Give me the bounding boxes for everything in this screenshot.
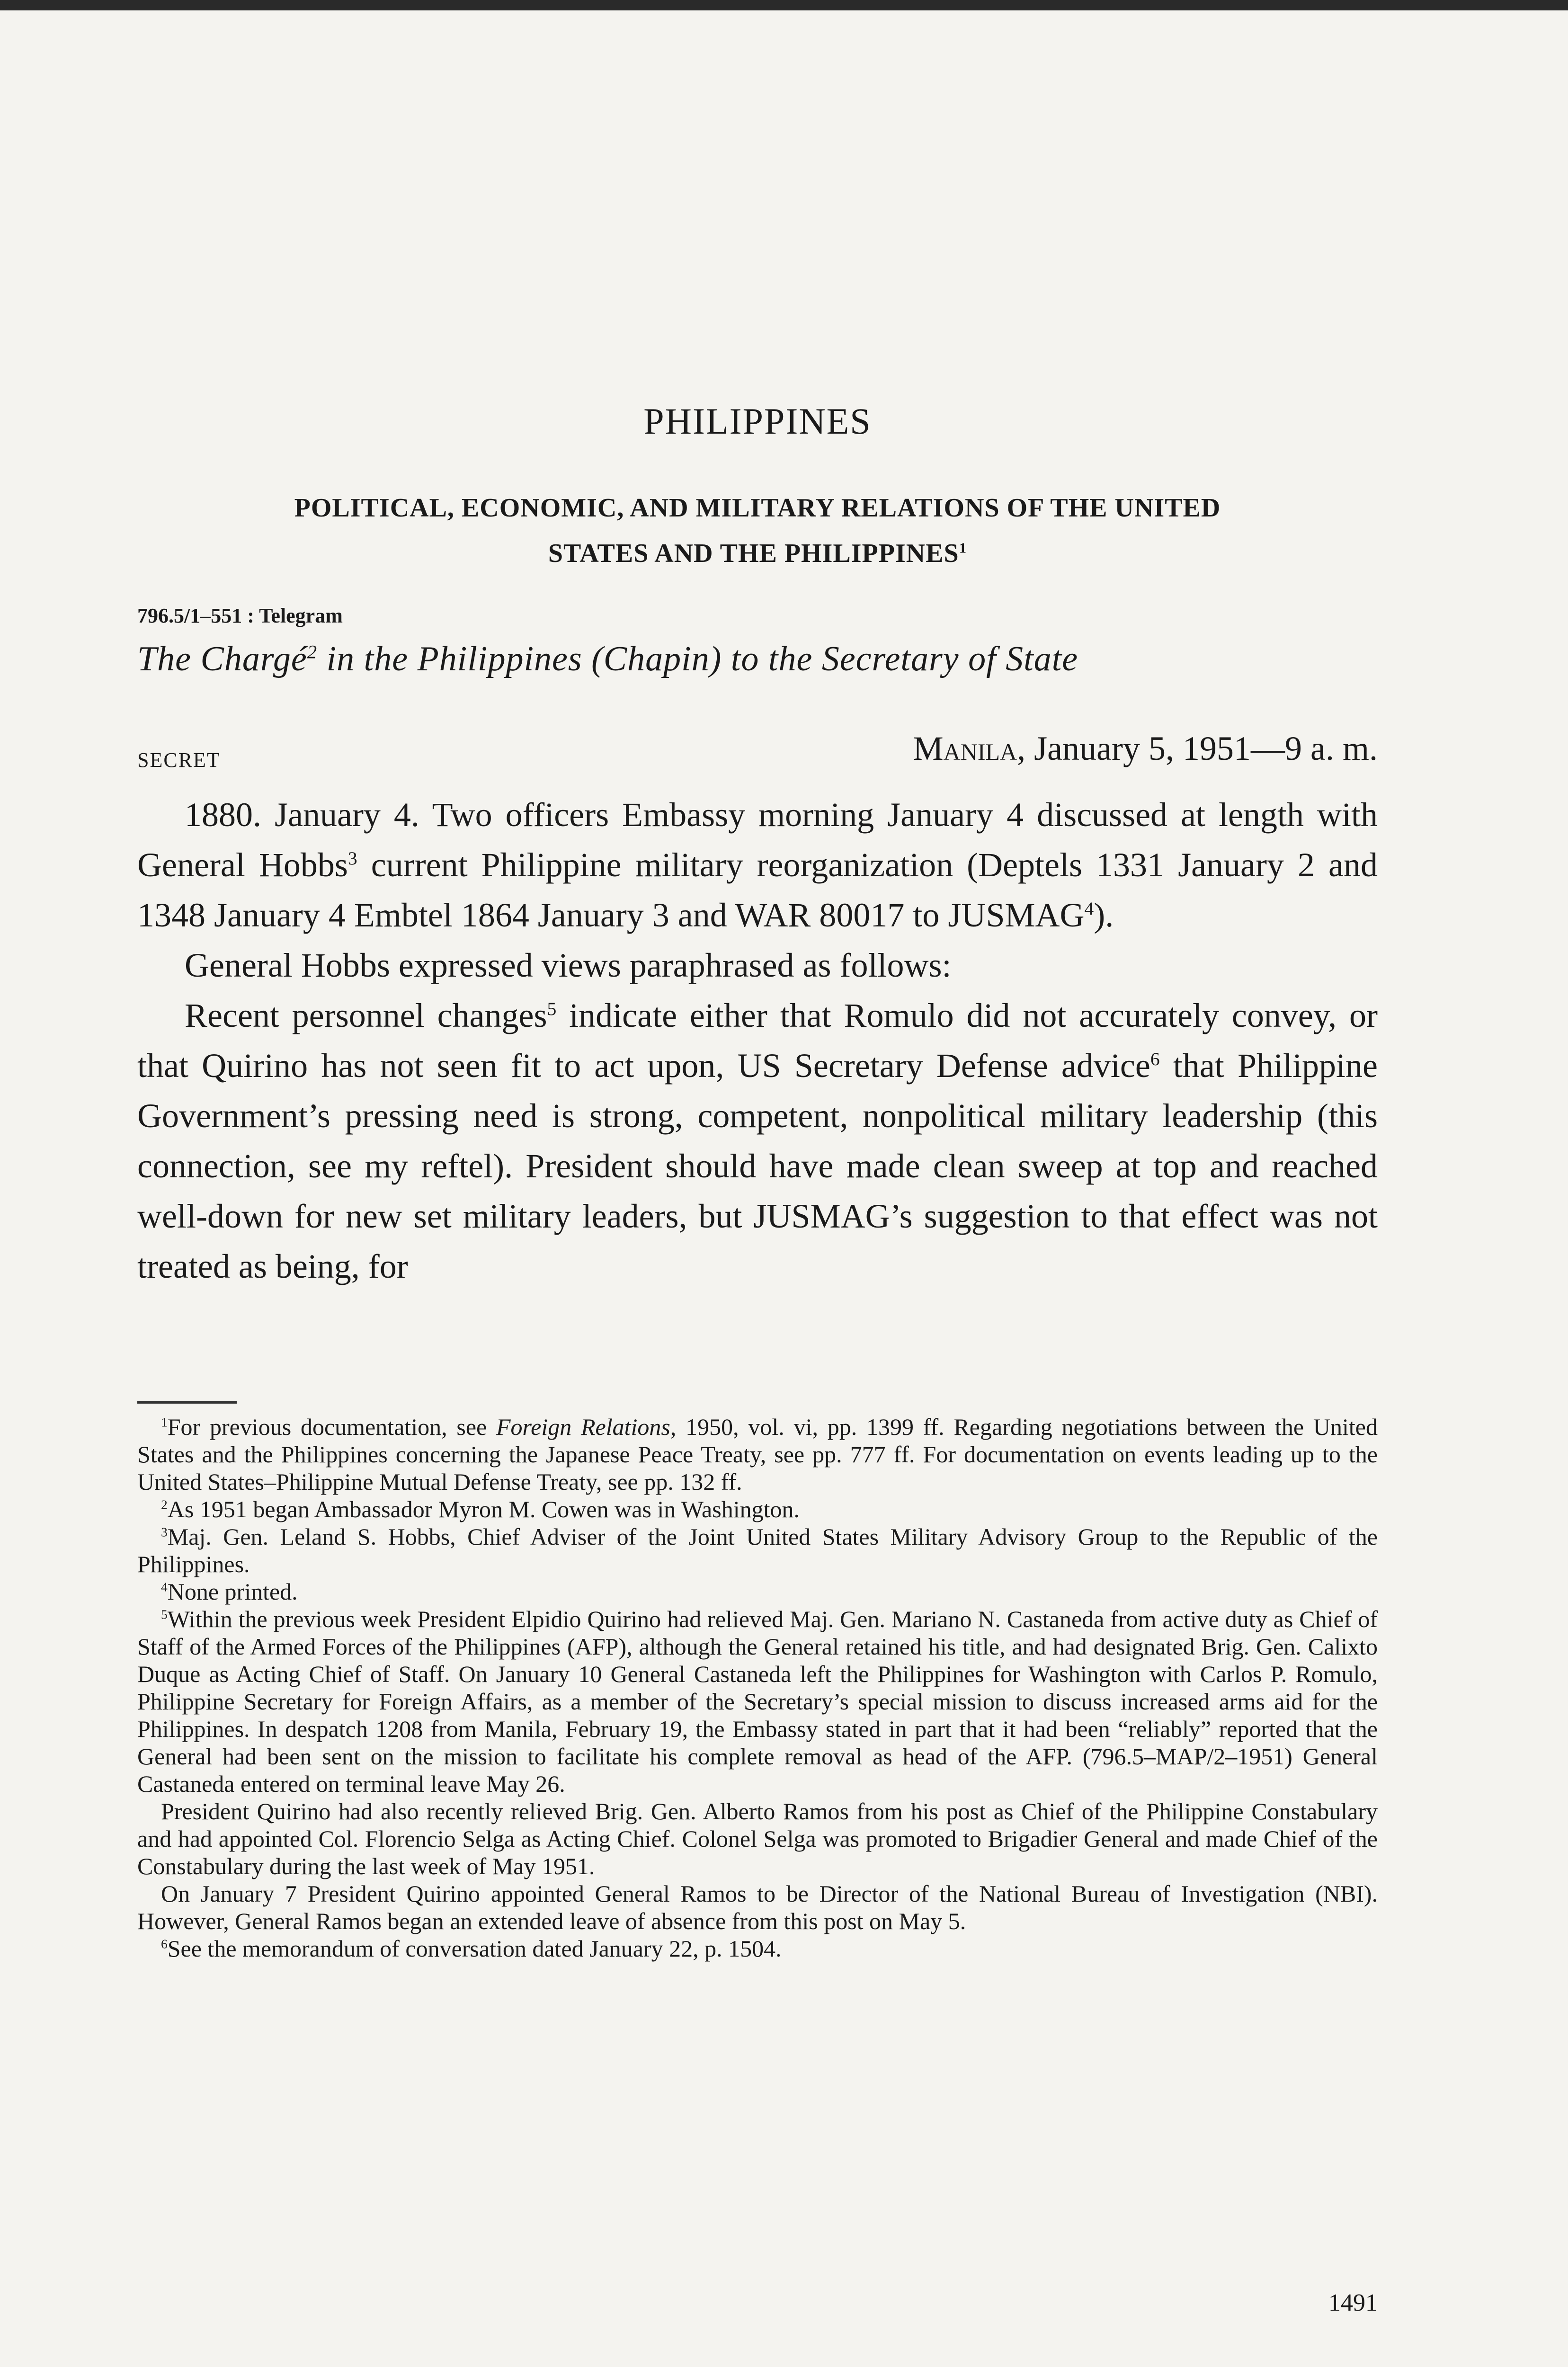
- classification-label: SECRET: [137, 748, 221, 772]
- footnote-5: [137, 1605, 1378, 1797]
- footnote-text: , 1950, vol. vi, pp. 1399 ff. Regarding negotiations between the United States and the Philippines concerning the Japanese Peace Treaty, see pp. 777 ff. For documentation on events leading up to the United States–Philippine Mutual Defense Treaty, see pp. 132 ff.: [137, 1414, 1378, 1495]
- footnote-marker: 3: [161, 1524, 168, 1539]
- body-text-segment: indicate either that Romulo did not accurately convey, or that Quirino has not seen fit to act upon, US Secretary Defense advice: [137, 997, 1378, 1085]
- footnote-3: [137, 1523, 1378, 1578]
- footnote-4: [137, 1578, 1378, 1605]
- dateline: [913, 729, 1378, 768]
- footnote-ref-5: 5: [547, 998, 557, 1019]
- footnote-5-continued-2: On January 7 President Quirino appointed General Ramos to be Director of the National Bureau of Investigation (NBI). However, General Ramos began an extended leave of absence from this post on May 5.: [137, 1880, 1378, 1934]
- footnote-text: See the memorandum of conversation dated January 22, p. 1504.: [167, 1935, 782, 1962]
- footnote-marker: 5: [161, 1607, 168, 1622]
- subtitle-line-2-text: STATES AND THE PHILIPPINES: [548, 539, 959, 568]
- footnote-text: Maj. Gen. Leland S. Hobbs, Chief Adviser of the Joint United States Military Advisory Group to the Republic of the Philippines.: [137, 1523, 1378, 1577]
- top-border: [0, 0, 1568, 10]
- document-title-part-2: in the Philippines (Chapin) to the Secretary of State: [317, 640, 1078, 678]
- body-text-segment: Recent personnel changes: [185, 997, 547, 1034]
- body-text-segment: that Philippine Government’s pressing need is strong, competent, nonpolitical military leadership (this connection, see my reftel). President should have made clean sweep at top and reached well-down for new set military leaders, but JUSMAG’s suggestion to that effect was not treated as being, for: [137, 1047, 1378, 1285]
- footnote-ref-4: 4: [1084, 898, 1094, 919]
- body-text-segment: 1880. January 4. Two officers Embassy morning January 4 discussed at length with General Hobbs: [137, 796, 1378, 884]
- footnote-ref-3: 3: [347, 848, 357, 869]
- document-title: [137, 639, 1378, 679]
- page-number: 1491: [1328, 2289, 1378, 2316]
- footnote-divider: [137, 1401, 237, 1404]
- footnote-marker: 4: [161, 1579, 168, 1594]
- footnote-2: [137, 1495, 1378, 1523]
- footnote-italic-text: Foreign Relations: [496, 1414, 670, 1440]
- body-paragraph-2: General Hobbs expressed views paraphrased as follows:: [185, 946, 952, 984]
- section-title: PHILIPPINES: [643, 400, 872, 442]
- footnote-marker: 6: [161, 1936, 168, 1951]
- chapter-subtitle: [137, 485, 1378, 576]
- telegram-body: [137, 790, 1378, 1291]
- body-text-segment: current Philippine military reorganization (Deptels 1331 January 2 and 1348 January 4 Embtel 1864 January 3 and WAR 80017 to JUSMAG: [137, 846, 1378, 934]
- footnote-ref-2: 2: [307, 641, 318, 663]
- footnote-1: [137, 1413, 1378, 1495]
- footnote-marker: 1: [161, 1415, 168, 1430]
- body-paragraph-1: [137, 790, 1378, 940]
- file-reference: 796.5/1–551 : Telegram: [137, 604, 343, 627]
- body-text-segment: ).: [1094, 896, 1114, 934]
- footnote-text: Within the previous week President Elpidio Quirino had relieved Maj. Gen. Mariano N. Castaneda from active duty as Chief of Staff of the Armed Forces of the Philippines (AFP), although the General retained his title, and had designated Brig. Gen. Calixto Duque as Acting Chief of Staff. On January 10 General Castaneda left the Philippines for Washington with Carlos P. Romulo, Philippine Secretary for Foreign Affairs, as a member of the Secretary’s special mission to discuss increased arms aid for the Philippines. In despatch 1208 from Manila, February 19, the Embassy stated in part that it had been “reliably” reported that the General had been sent on the mission to facilitate his complete removal as head of the AFP. (796.5–MAP/2–1951) General Castaneda entered on terminal leave May 26.: [137, 1606, 1378, 1797]
- footnote-text: As 1951 began Ambassador Myron M. Cowen was in Washington.: [167, 1496, 800, 1522]
- subtitle-line-1: POLITICAL, ECONOMIC, AND MILITARY RELATIONS OF THE UNITED: [294, 493, 1221, 523]
- footnote-6: [137, 1935, 1378, 1962]
- footnote-5-continued-1: President Quirino had also recently relieved Brig. Gen. Alberto Ramos from his post as Chief of the Philippine Constabulary and had appointed Col. Florencio Selga as Acting Chief. Colonel Selga was promoted to Brigadier General and made Chief of the Constabulary during the last week of May 1951.: [137, 1798, 1378, 1879]
- footnote-text: None printed.: [167, 1578, 298, 1605]
- footnote-ref-1: 1: [959, 540, 967, 556]
- footnotes: [137, 1413, 1378, 1962]
- document-title-part-1: The Chargé: [137, 640, 307, 678]
- dateline-place: Manila: [913, 730, 1017, 767]
- footnote-marker: 2: [161, 1497, 168, 1512]
- footnote-text: For previous documentation, see: [167, 1414, 496, 1440]
- body-paragraph-3: [137, 990, 1378, 1291]
- footnote-ref-6: 6: [1150, 1049, 1160, 1069]
- dateline-date: , January 5, 1951—9 a. m.: [1017, 730, 1378, 767]
- subtitle-line-2: [137, 531, 1378, 576]
